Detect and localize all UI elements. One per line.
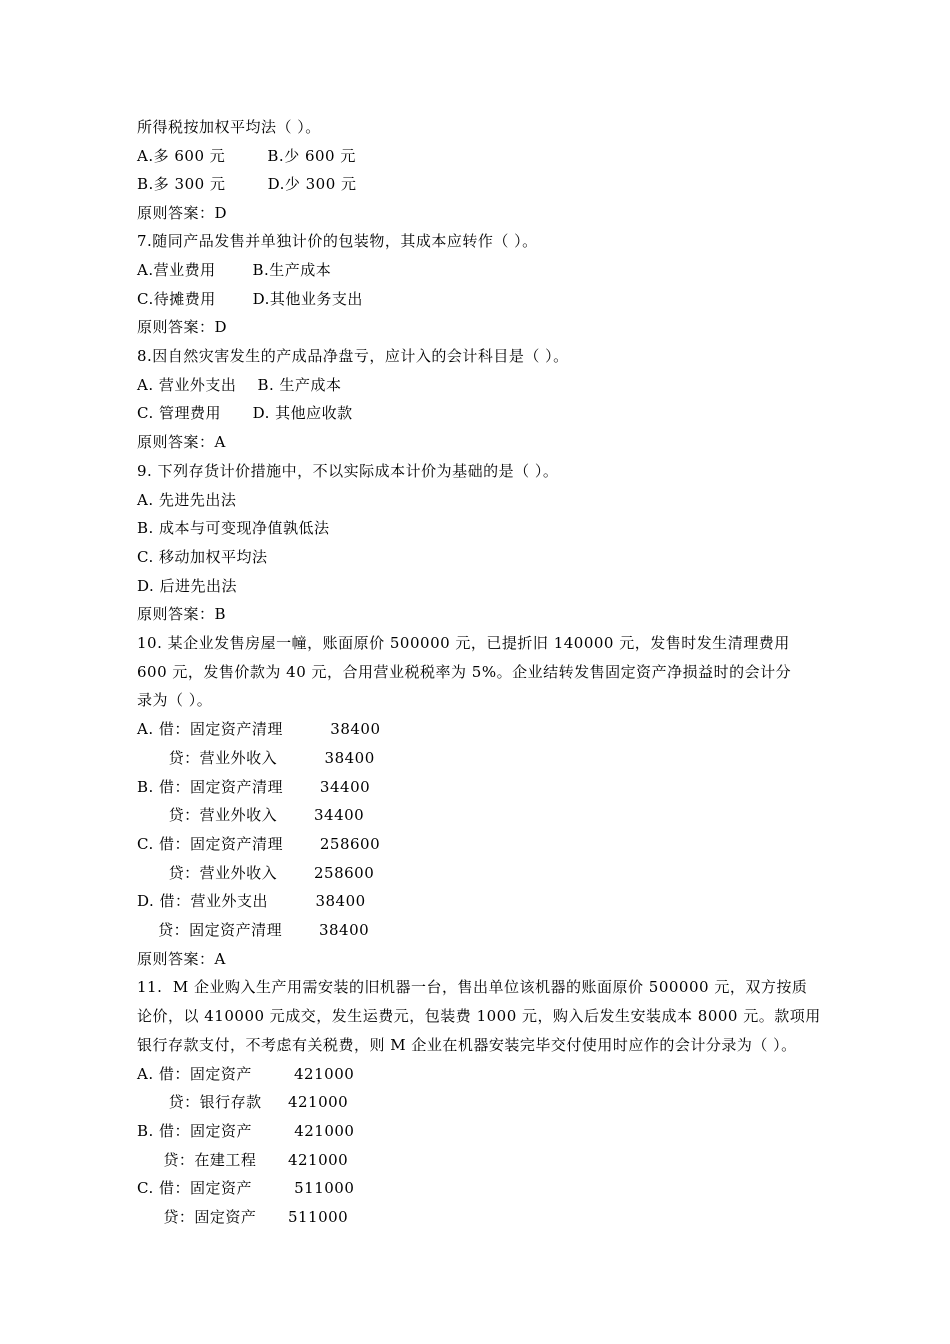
text-line: A.多 600 元 B.少 600 元 <box>137 147 356 165</box>
question-line: 11. M 企业购入生产用需安装的旧机器一台，售出单位该机器的账面原价 500000 元，双方按质 <box>137 978 808 996</box>
answer-line: 原则答案：D <box>137 318 228 336</box>
option-line: 贷：营业外收入 258600 <box>137 864 375 882</box>
option-line: 贷：营业外收入 38400 <box>137 749 375 767</box>
question-line: 8.因自然灾害发生的产成品净盘亏，应计入的会计科目是（ ）。 <box>137 347 569 365</box>
option-line: C. 管理费用 D. 其他应收款 <box>137 404 353 422</box>
text-line: 所得税按加权平均法（ ）。 <box>137 118 321 136</box>
question-line: 9. 下列存货计价措施中，不以实际成本计价为基础的是（ ）。 <box>137 462 559 480</box>
option-line: C. 移动加权平均法 <box>137 548 268 566</box>
question-line: 录为（ ）。 <box>137 691 213 709</box>
answer-line: 原则答案：B <box>137 605 227 623</box>
option-line: A. 先进先出法 <box>137 491 237 509</box>
option-line: 贷：固定资产 511000 <box>137 1208 349 1226</box>
option-line: C. 借：固定资产清理 258600 <box>137 835 381 853</box>
option-line: A. 借：固定资产清理 38400 <box>137 720 381 738</box>
question-line: 10. 某企业发售房屋一幢，账面原价 500000 元，已提折旧 140000 元，发售时发生清理费用 <box>137 634 790 652</box>
option-line: 贷：在建工程 421000 <box>137 1151 349 1169</box>
option-line: 贷：银行存款 421000 <box>137 1093 349 1111</box>
option-line: C. 借：固定资产 511000 <box>137 1179 355 1197</box>
option-line: D. 借：营业外支出 38400 <box>137 892 366 910</box>
answer-line: 原则答案：D <box>137 204 228 222</box>
answer-line: 原则答案：A <box>137 950 226 968</box>
option-line: 贷：固定资产清理 38400 <box>137 921 370 939</box>
option-line: A.营业费用 B.生产成本 <box>137 261 332 279</box>
option-line: A. 借：固定资产 421000 <box>137 1065 355 1083</box>
text-line: B.多 300 元 D.少 300 元 <box>137 175 357 193</box>
option-line: C.待摊费用 D.其他业务支出 <box>137 290 363 308</box>
answer-line: 原则答案：A <box>137 433 226 451</box>
question-line: 600 元，发售价款为 40 元，合用营业税税率为 5%。企业结转发售固定资产净损益时的会计分 <box>137 663 792 681</box>
question-line: 论价，以 410000 元成交，发生运费元，包装费 1000 元，购入后发生安装成本 8000 元。款项用 <box>137 1007 821 1025</box>
option-line: B. 成本与可变现净值孰低法 <box>137 519 330 537</box>
option-line: A. 营业外支出 B. 生产成本 <box>137 376 342 394</box>
option-line: B. 借：固定资产 421000 <box>137 1122 355 1140</box>
question-line: 银行存款支付，不考虑有关税费，则 M 企业在机器安装完毕交付使用时应作的会计分录为（ ）。 <box>137 1036 797 1054</box>
option-line: 贷：营业外收入 34400 <box>137 806 365 824</box>
question-line: 7.随同产品发售并单独计价的包装物，其成本应转作（ ）。 <box>137 232 538 250</box>
option-line: D. 后进先出法 <box>137 577 238 595</box>
option-line: B. 借：固定资产清理 34400 <box>137 778 371 796</box>
